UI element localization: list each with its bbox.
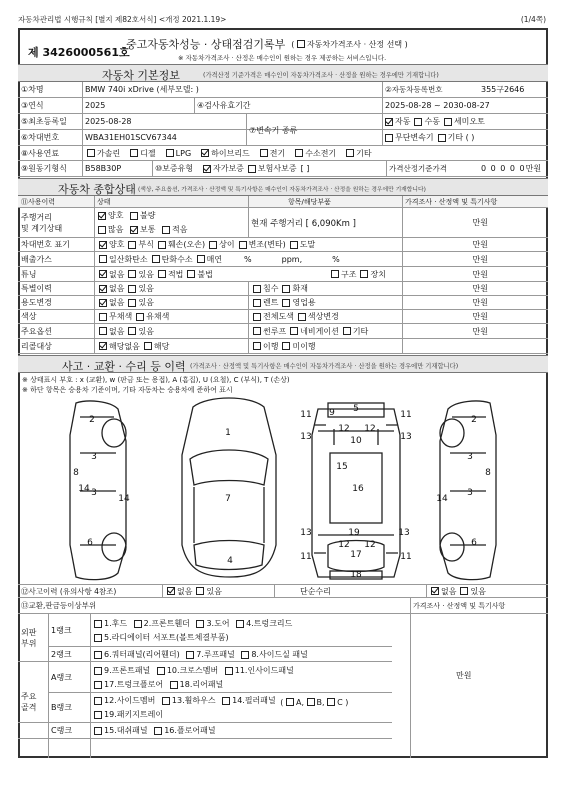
page-number: (1/4쪽) xyxy=(520,15,546,24)
exchange-header-row xyxy=(18,598,548,614)
part-pillar-checkbox[interactable] xyxy=(222,697,230,705)
emission-smoke-checkbox[interactable] xyxy=(197,255,205,263)
tuning-illegal-checkbox[interactable] xyxy=(187,270,195,278)
year-label: ③연식 xyxy=(21,101,44,110)
part-roof-checkbox[interactable] xyxy=(186,651,194,659)
part-2-right: 2 xyxy=(471,415,477,425)
part-12-a: 12 xyxy=(338,424,350,434)
vin-damage-checkbox[interactable] xyxy=(158,241,166,249)
emission-hc-checkbox[interactable] xyxy=(152,255,160,263)
part-12-c: 12 xyxy=(338,540,350,550)
rankA-label: A랭크 xyxy=(51,672,72,682)
section-overall-title: 자동차 종합상태 xyxy=(58,183,136,196)
overall-recall-row xyxy=(18,339,548,354)
overall-emission-row xyxy=(18,252,548,267)
fuel-other-checkbox[interactable] xyxy=(346,149,354,157)
usage-options: 없음 있음 xyxy=(96,296,248,309)
part-13-d: 13 xyxy=(398,528,410,538)
name-value: BMW 740i xDrive (세부모델: ) xyxy=(85,85,199,94)
color-price-unit: 만원 xyxy=(472,312,488,321)
emission-options: 일산화탄소 탄화수소 매연 % ppm, % xyxy=(96,252,402,266)
color-repaint-checkbox[interactable] xyxy=(253,313,261,321)
exchange-price-unit: 만원 xyxy=(456,671,472,680)
part-16: 16 xyxy=(352,484,364,494)
option-price-unit: 만원 xyxy=(472,326,488,336)
color-achromatic-checkbox[interactable] xyxy=(99,313,107,321)
mileage-label: 주행거리 및 계기상태 xyxy=(21,212,63,233)
usage-none-checkbox[interactable] xyxy=(99,299,107,307)
pillar-b-checkbox[interactable] xyxy=(307,698,315,706)
engine-label: ⑨원동기형식 xyxy=(21,164,67,173)
usage-yes-checkbox[interactable] xyxy=(128,299,136,307)
part-6-right: 6 xyxy=(471,538,477,548)
warranty-insurer-checkbox[interactable] xyxy=(248,165,256,173)
emission-price-unit: 만원 xyxy=(472,254,488,264)
fuel-electric-checkbox[interactable] xyxy=(260,149,268,157)
simple-repair-options: 없음 있음 xyxy=(428,585,548,597)
part-dashpanel-checkbox[interactable] xyxy=(94,727,102,735)
fuel-hydrogen-checkbox[interactable] xyxy=(295,149,303,157)
emission-unit-1: % xyxy=(244,254,252,264)
vin-altered-checkbox[interactable] xyxy=(239,241,247,249)
price-unit: 만원 xyxy=(525,164,542,173)
rank1-items-2: 5.라디에이터 서포트(볼트체결부품) xyxy=(94,632,233,644)
rankA-items: 9.프론트패널 10.크로스멤버 11.인사이드패널 xyxy=(94,665,298,677)
legend-symbols: ※ 상태표시 부호 : x (교환), w (판금 또는 용접), A (흠집), U (요철), C (부식), T (손상) xyxy=(22,376,290,384)
recall-yes-checkbox[interactable] xyxy=(144,342,152,350)
legend-note: ※ 하단 항목은 승용차 기준이며, 기타 자동차는 승용차에 준하여 표시 xyxy=(22,386,233,394)
rankB-label: B랭크 xyxy=(51,702,72,712)
exchange-label: ⑬교환,판금등이상부위 xyxy=(21,601,97,610)
vin-mark-label: 차대번호 표기 xyxy=(21,240,70,249)
rankC-label: C랭크 xyxy=(51,725,73,735)
tuning-label: 튜닝 xyxy=(21,269,37,279)
outer-label: 외판 부위 xyxy=(21,628,37,648)
part-radiator-checkbox[interactable] xyxy=(94,634,102,642)
overall-vin-row xyxy=(18,238,548,252)
overall-tuning-row xyxy=(18,267,548,282)
rankA-items-2: 17.트렁크플로어 18.리어패널 xyxy=(94,679,227,691)
mileage-state-row1: 양호 불량 xyxy=(98,210,159,222)
first-reg-label: ⑤최초등록일 xyxy=(21,117,67,126)
inspect-label: ④검사유효기간 xyxy=(197,101,251,110)
part-trunkfloor-checkbox[interactable] xyxy=(94,681,102,689)
outer-group xyxy=(18,614,392,662)
price-value: 0 0 0 0 0 xyxy=(481,164,526,173)
color-change-checkbox[interactable] xyxy=(298,313,306,321)
part-11-a: 11 xyxy=(300,410,312,420)
year-value: 2025 xyxy=(85,101,106,110)
law-reference: 자동차관리법 시행규칙 [별지 제82호서식] <개정 2021.1.19> xyxy=(18,15,227,24)
inspect-value: 2025-08-28 ~ 2030-08-27 xyxy=(385,101,490,110)
basic-row-fuel xyxy=(18,146,548,161)
basic-row-vin xyxy=(18,130,548,146)
trans-auto-checkbox[interactable] xyxy=(385,118,393,126)
doc-title-note: ※ 자동차가격조사 · 산정은 매수인이 원하는 경우 제공하는 서비스입니다. xyxy=(178,54,387,62)
vin-label: ⑥차대번호 xyxy=(21,133,60,142)
overall-option-row xyxy=(18,324,548,339)
special-none-checkbox[interactable] xyxy=(99,285,107,293)
vin-corrosion-checkbox[interactable] xyxy=(128,241,136,249)
car-diagram xyxy=(18,395,548,585)
part-14-right: 14 xyxy=(436,494,448,504)
tuning-legal-checkbox[interactable] xyxy=(158,270,166,278)
fuel-gasoline-checkbox[interactable] xyxy=(87,149,95,157)
basic-row-name xyxy=(18,82,548,98)
part-18: 18 xyxy=(350,570,362,580)
section-accident-title: 사고 · 교환 · 수리 등 이력 xyxy=(62,360,186,373)
simple-repair-label: 단순수리 xyxy=(300,586,331,596)
fuel-diesel-checkbox[interactable] xyxy=(130,149,138,157)
option-options-2: 썬루프 네비게이션 기타 xyxy=(250,324,402,338)
special-flood-checkbox[interactable] xyxy=(253,285,261,293)
section-basic-note: (가격산정 기준가격은 매수인이 자동차가격조사 · 산정을 원하는 경우에만 기재합니다) xyxy=(203,72,439,79)
part-sidesill-checkbox[interactable] xyxy=(241,651,249,659)
fuel-lpg-checkbox[interactable] xyxy=(166,149,174,157)
option-options: 없음 있음 xyxy=(96,324,248,338)
tuning-options-2: 구조 장치 xyxy=(328,267,402,281)
first-reg-value: 2025-08-28 xyxy=(85,117,132,126)
basic-row-engine xyxy=(18,161,548,177)
vin-mark-options: 양호 부식 훼손(오손) 상이 변조(변타) 도말 xyxy=(96,238,402,251)
warranty-bracket: [ ] xyxy=(300,164,310,173)
mileage-current: 현재 주행거리 [ 6,090Km ] xyxy=(251,218,356,229)
part-4-top: 4 xyxy=(227,556,233,566)
usage-label: 용도변경 xyxy=(21,298,52,307)
part-packagetray-checkbox[interactable] xyxy=(94,711,102,719)
trans-options-row1: 자동 수동 세미오토 xyxy=(382,114,548,129)
fuel-options: 가솔린 디젤 LPG 하이브리드 전기 수소전기 기타 xyxy=(84,146,548,160)
trans-other-checkbox[interactable] xyxy=(438,134,446,142)
tuning-yes-checkbox[interactable] xyxy=(128,270,136,278)
price-label: 가격산정기준가격 xyxy=(389,164,447,173)
reg-label: ②자동차등록번호 xyxy=(385,85,443,94)
part-12-d: 12 xyxy=(364,540,376,550)
part-wheelhouse-checkbox[interactable] xyxy=(162,697,170,705)
history-label: ⑫사고이력 (유의사항 4참조) xyxy=(21,586,117,596)
trans-manual-checkbox[interactable] xyxy=(414,118,422,126)
title-option: ( 자동차가격조사 · 산정 선택 ) xyxy=(291,39,408,49)
emission-label: 배출가스 xyxy=(21,254,52,264)
trans-semi-checkbox[interactable] xyxy=(444,118,452,126)
overall-color-row xyxy=(18,310,548,324)
recall-none-checkbox[interactable] xyxy=(99,342,107,350)
col-state: 상태 xyxy=(97,197,111,206)
usage-options-2: 렌트 영업용 xyxy=(250,296,402,309)
fuel-label: ⑧사용연료 xyxy=(21,148,60,158)
trans-cvt-checkbox[interactable] xyxy=(385,134,393,142)
simple-yes-checkbox[interactable] xyxy=(460,587,468,595)
overall-usage-row xyxy=(18,296,548,310)
doc-title-wrap xyxy=(126,36,408,52)
section-accident-note: (가격조사 · 산정액 및 특기사항은 매수인이 자동차가격조사 · 산정을 원하는 경우에만 기재합니다) xyxy=(190,363,459,370)
emission-unit-2: ppm, xyxy=(281,254,303,264)
part-14-left-b: 14 xyxy=(118,494,130,504)
tuning-price-unit: 만원 xyxy=(472,269,488,279)
part-2-left: 2 xyxy=(89,415,95,425)
rank2-label: 2랭크 xyxy=(51,649,72,659)
col-detail: 항목/해당부품 xyxy=(288,197,331,206)
overall-special-row xyxy=(18,282,548,296)
basic-row-year xyxy=(18,98,548,114)
vin-price-unit: 만원 xyxy=(472,240,488,249)
part-19: 19 xyxy=(348,528,360,538)
part-frontpanel-checkbox[interactable] xyxy=(94,667,102,675)
part-13-c: 13 xyxy=(300,528,312,538)
usage-business-checkbox[interactable] xyxy=(282,299,290,307)
main-label: 주요 골격 xyxy=(21,692,37,712)
recall-label: 리콜대상 xyxy=(21,341,52,351)
part-fender-checkbox[interactable] xyxy=(134,620,142,628)
rankB-items: 12.사이드멤버 13.휠하우스 14.필러패널 ( A, B, C ) xyxy=(94,695,348,707)
color-options-2: 전체도색 색상변경 xyxy=(250,310,402,323)
part-trunklid-checkbox[interactable] xyxy=(236,620,244,628)
engine-value: B58B30P xyxy=(85,164,122,173)
part-hood-checkbox[interactable] xyxy=(94,620,102,628)
part-11-d: 11 xyxy=(400,552,412,562)
section-overall-note: (색상, 주요옵션, 가격조사 · 산정액 및 특기사항은 매수인이 자동차가격조사 · 산정을 원하는 경우에만 기재합니다) xyxy=(138,187,426,193)
basic-row-first-reg xyxy=(18,114,548,135)
vin-good-checkbox[interactable] xyxy=(99,241,107,249)
part-5: 5 xyxy=(353,404,359,414)
price-check-checkbox[interactable] xyxy=(297,40,305,48)
option-none-checkbox[interactable] xyxy=(99,327,107,335)
rank1-items: 1.후드 2.프론트휀더 3.도어 4.트렁크리드 xyxy=(94,618,296,630)
trans-options-row2: 무단변속기 기타 ( ) xyxy=(382,130,548,145)
part-3-right-b: 3 xyxy=(467,488,473,498)
vin-value: WBA31EH01SCV67344 xyxy=(85,133,177,142)
part-10: 10 xyxy=(350,436,362,446)
history-none-checkbox[interactable] xyxy=(167,587,175,595)
part-8-left: 8 xyxy=(73,468,79,478)
color-options: 무채색 유채색 xyxy=(96,310,248,323)
doc-title: 중고자동차성능 · 상태점검기록부 xyxy=(126,38,286,51)
pillar-options: ( A, B, C ) xyxy=(280,697,349,707)
usage-price-unit: 만원 xyxy=(472,298,488,307)
special-fire-checkbox[interactable] xyxy=(282,285,290,293)
part-11-b: 11 xyxy=(400,410,412,420)
rankB-items-2: 19.패키지트레이 xyxy=(94,709,167,721)
color-chromatic-checkbox[interactable] xyxy=(136,313,144,321)
warranty-label: ⑩보증유형 xyxy=(155,164,194,173)
history-options: 없음 있음 xyxy=(164,585,274,597)
option-sunroof-checkbox[interactable] xyxy=(253,327,261,335)
option-navi-checkbox[interactable] xyxy=(290,327,298,335)
part-14-left: 14 xyxy=(78,484,90,494)
tuning-structure-checkbox[interactable] xyxy=(331,270,339,278)
tuning-device-checkbox[interactable] xyxy=(360,270,368,278)
recall-done-checkbox[interactable] xyxy=(253,342,261,350)
history-yes-checkbox[interactable] xyxy=(196,587,204,595)
part-9: 9 xyxy=(329,408,335,418)
emission-co-checkbox[interactable] xyxy=(99,255,107,263)
vin-smear-checkbox[interactable] xyxy=(290,241,298,249)
option-yes-checkbox[interactable] xyxy=(128,327,136,335)
section-overall xyxy=(18,178,548,196)
history-row xyxy=(18,584,548,598)
mileage-state-row2: 많음 보통 적음 xyxy=(98,224,192,236)
section-accident xyxy=(18,355,548,373)
part-8-right: 8 xyxy=(485,468,491,478)
color-label: 색상 xyxy=(21,312,37,321)
rankC-items: 15.대쉬패널 16.플로어패널 xyxy=(94,725,220,737)
part-door-checkbox[interactable] xyxy=(196,620,204,628)
part-15: 15 xyxy=(336,462,348,472)
special-yes-checkbox[interactable] xyxy=(128,285,136,293)
part-rearpanel-checkbox[interactable] xyxy=(170,681,178,689)
col-price: 가격조사 · 산정액 및 특기사항 xyxy=(405,197,498,206)
mileage-bad-checkbox[interactable] xyxy=(130,212,138,220)
part-3-left-a: 3 xyxy=(91,452,97,462)
car-top-view xyxy=(182,398,276,577)
usage-rent-checkbox[interactable] xyxy=(253,299,261,307)
pillar-c-checkbox[interactable] xyxy=(327,698,335,706)
exchange-price-label: 가격조사 · 산정액 및 특기사항 xyxy=(413,601,506,610)
option-other-checkbox[interactable] xyxy=(343,327,351,335)
part-7-top: 7 xyxy=(225,494,231,504)
mileage-normal-checkbox[interactable] xyxy=(130,226,138,234)
rank2-items: 6.쿼터패널(리어휀더) 7.루프패널 8.사이드실 패널 xyxy=(94,649,312,661)
warranty-self-checkbox[interactable] xyxy=(203,165,211,173)
section-basic-title: 자동차 기본정보 xyxy=(102,69,180,82)
mileage-high-checkbox[interactable] xyxy=(98,226,106,234)
name-label: ①차명 xyxy=(21,85,44,94)
recall-options-2: 이행 미이행 xyxy=(250,339,402,353)
simple-none-checkbox[interactable] xyxy=(431,587,439,595)
recall-notdone-checkbox[interactable] xyxy=(282,342,290,350)
part-6-left: 6 xyxy=(87,538,93,548)
col-item: ⑪사용이력 xyxy=(21,197,56,206)
part-11-c: 11 xyxy=(300,552,312,562)
fuel-hybrid-checkbox[interactable] xyxy=(201,149,209,157)
warranty-options: 자가보증 보험사보증 [ ] xyxy=(200,161,382,176)
reg-value: 355구2646 xyxy=(481,85,525,94)
emission-unit-3: % xyxy=(332,254,340,264)
mileage-good-checkbox[interactable] xyxy=(98,212,106,220)
part-insidepanel-checkbox[interactable] xyxy=(225,667,233,675)
part-17: 17 xyxy=(350,550,362,560)
part-3-left-b: 3 xyxy=(91,488,97,498)
part-floorpanel-checkbox[interactable] xyxy=(154,727,162,735)
pillar-a-checkbox[interactable] xyxy=(286,698,294,706)
price-field xyxy=(478,161,548,176)
special-options: 없음 있음 xyxy=(96,282,248,295)
mileage-low-checkbox[interactable] xyxy=(162,226,170,234)
tuning-options: 없음 있음 적법 불법 xyxy=(96,267,326,281)
special-price-unit: 만원 xyxy=(472,284,488,293)
main-frame-group xyxy=(18,662,392,758)
special-options-2: 침수 화재 xyxy=(250,282,402,295)
recall-options: 해당없음 해당 xyxy=(96,339,248,353)
part-crossmember-checkbox[interactable] xyxy=(157,667,165,675)
part-3-right-a: 3 xyxy=(467,452,473,462)
mileage-price-unit: 만원 xyxy=(472,218,488,227)
part-1-top: 1 xyxy=(225,428,231,438)
part-13-b: 13 xyxy=(400,432,412,442)
part-12-b: 12 xyxy=(364,424,376,434)
doc-number: 제 3426000561호 xyxy=(28,46,130,59)
tuning-none-checkbox[interactable] xyxy=(99,270,107,278)
part-13-a: 13 xyxy=(300,432,312,442)
vin-differ-checkbox[interactable] xyxy=(209,241,217,249)
trans-label: ⑦변속기 종류 xyxy=(249,125,298,135)
overall-header-row xyxy=(18,196,548,208)
part-quarter-checkbox[interactable] xyxy=(94,651,102,659)
part-sidemember-checkbox[interactable] xyxy=(94,697,102,705)
overall-mileage-row xyxy=(18,208,548,238)
option-label: 주요옵션 xyxy=(21,326,52,336)
rank1-label: 1랭크 xyxy=(51,625,72,635)
section-basic-info xyxy=(18,64,548,82)
special-label: 특별이력 xyxy=(21,284,52,293)
